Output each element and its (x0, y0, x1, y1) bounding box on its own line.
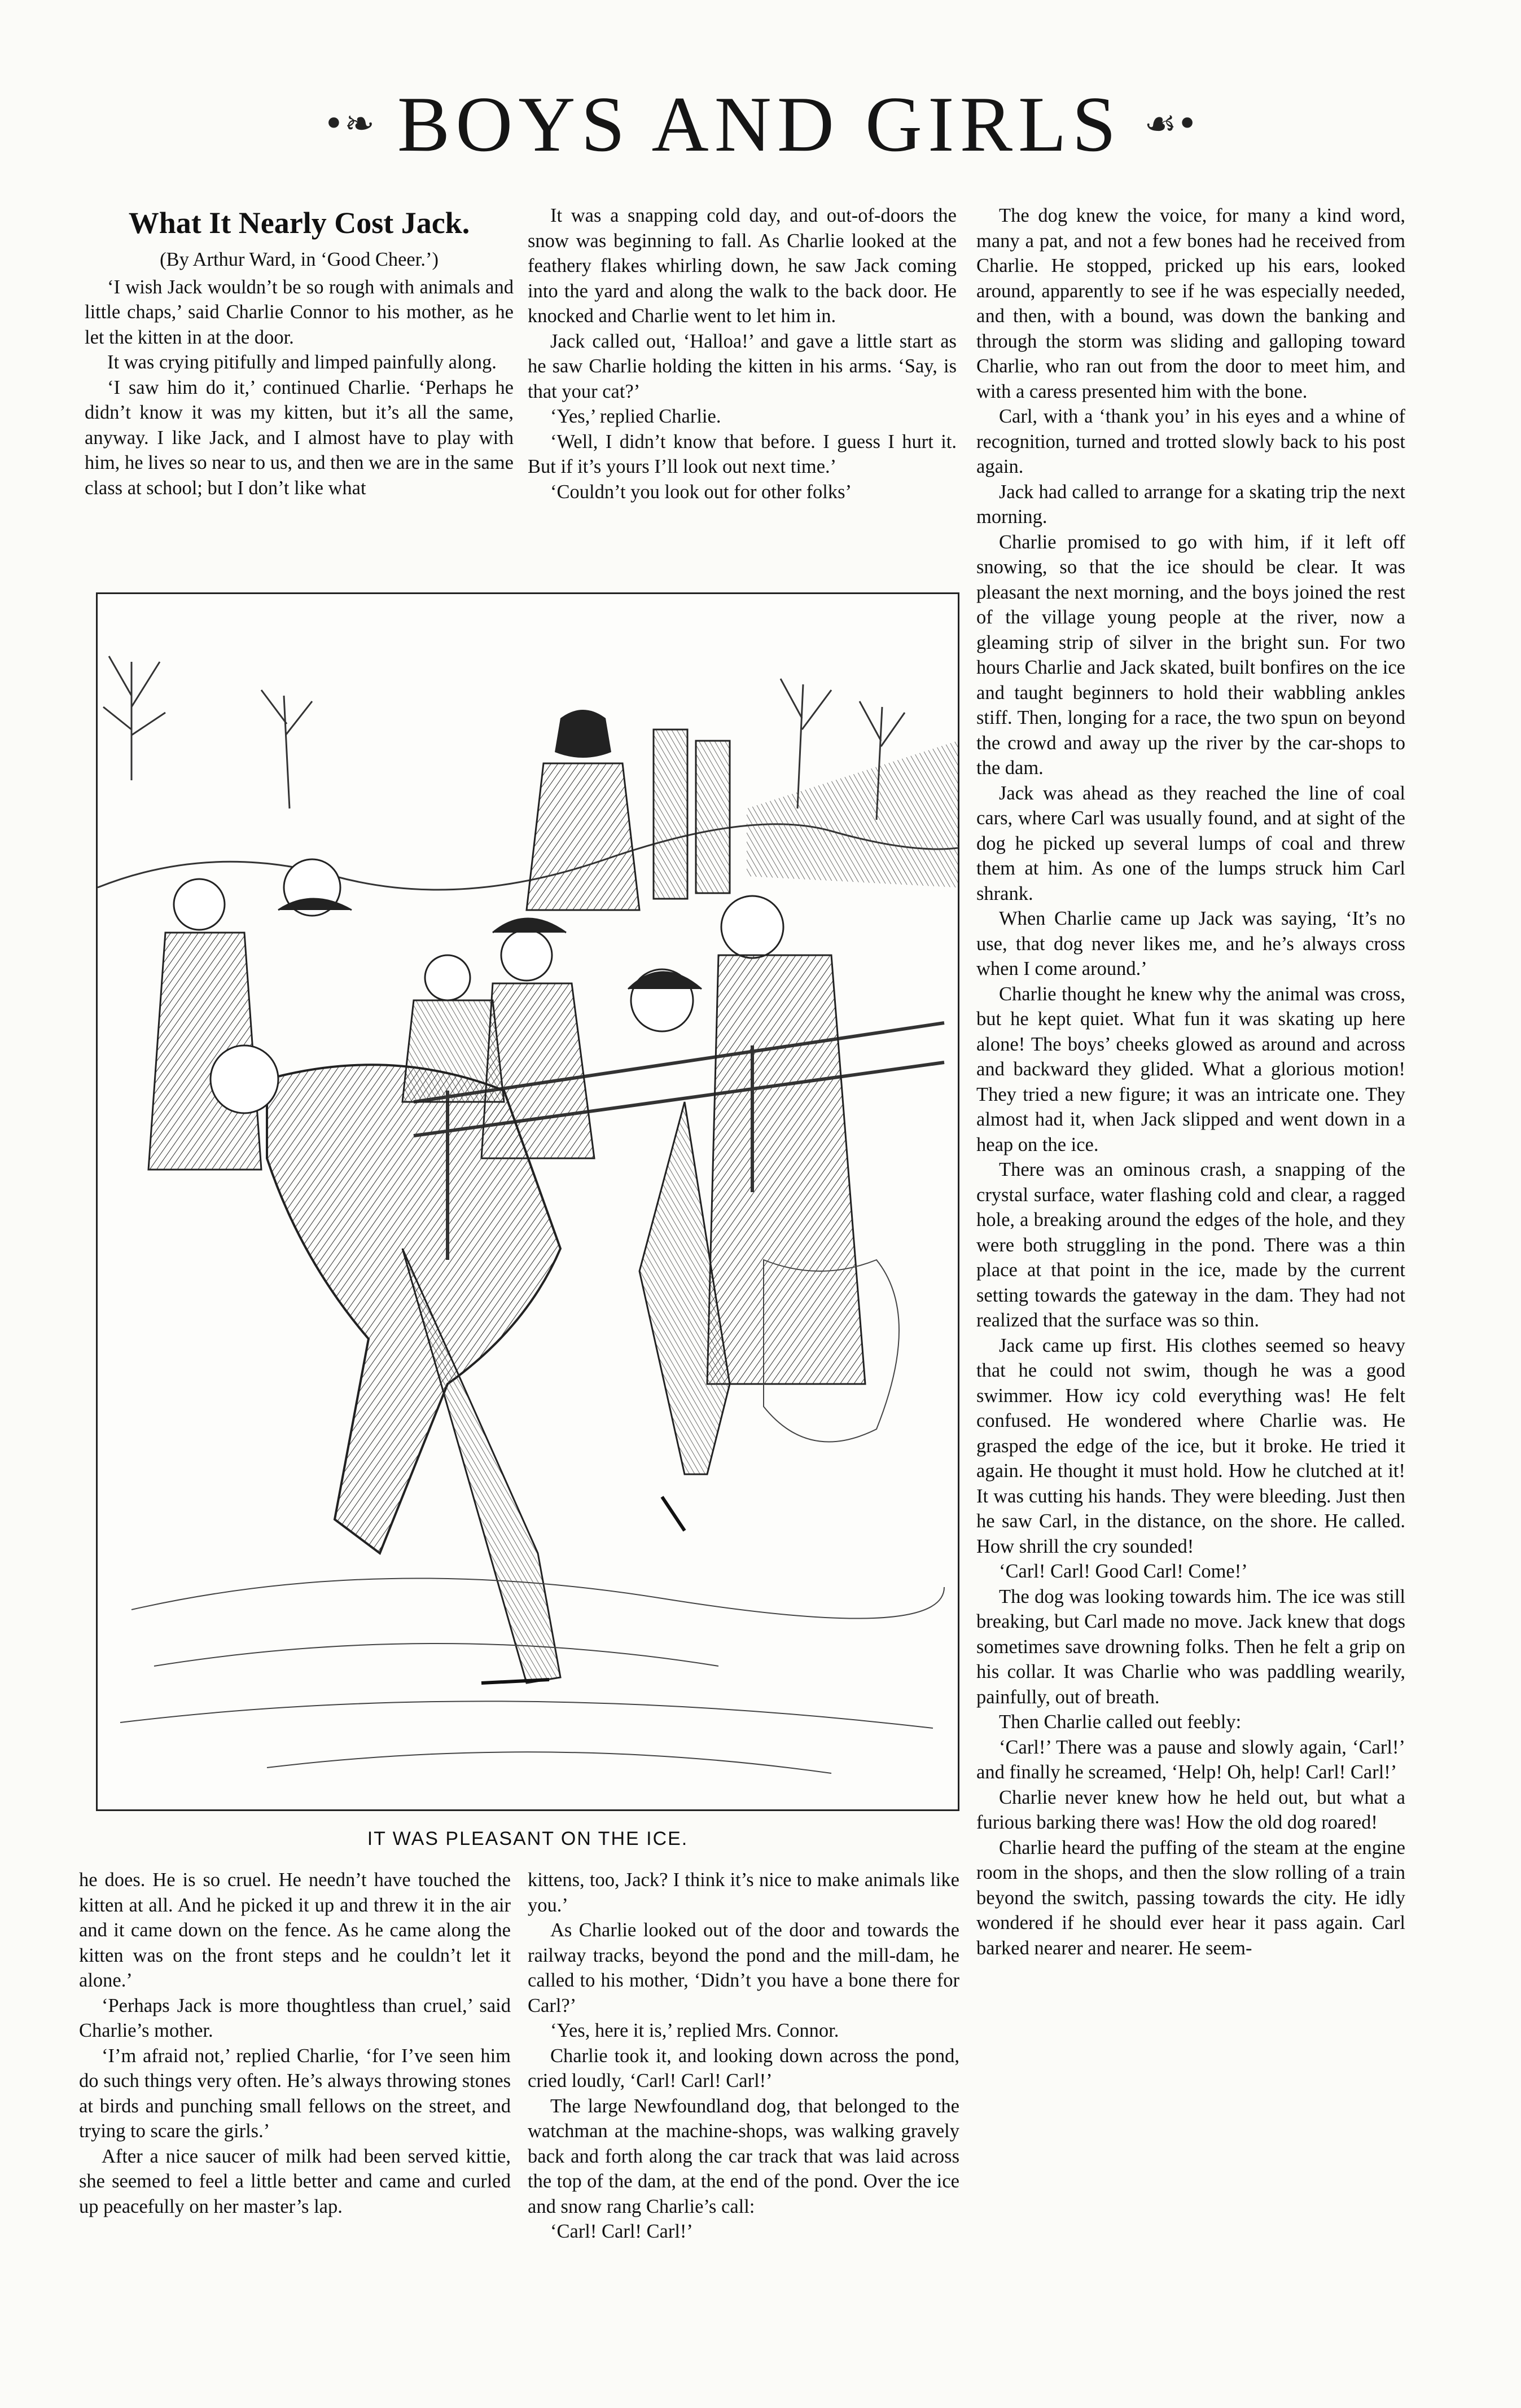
paragraph: Charlie never knew how he held out, but what a furious barking there was! How the old dog roared! (976, 1786, 1405, 1833)
paragraph: ‘Yes,’ replied Charlie. (550, 406, 721, 427)
section-title: BOYS AND GIRLS (397, 80, 1122, 168)
article-byline: (By Arthur Ward, in ‘Good Cheer.’) (160, 249, 439, 270)
ornament-right-icon: ☙• (1144, 103, 1198, 145)
paragraph: ‘Couldn’t you look out for other folks’ (550, 481, 852, 503)
paragraph: After a nice saucer of milk had been served kittie, she seemed to feel a little better and came and curled up peacefully on her master’s lap. (79, 2145, 511, 2217)
skating-scene-drawing (98, 594, 958, 1809)
paragraph: ‘Carl! Carl! Good Carl! Come!’ (999, 1561, 1248, 1582)
paragraph: The large Newfoundland dog, that belonged to the watchman at the machine-shops, was walking gravely back and forth along the car track that was laid across the top of the dam, at the end of the pond. Over the ice and snow rang Charlie’s call: (528, 2095, 959, 2217)
paragraph: When Charlie came up Jack was saying, ‘It’s no use, that dog never likes me, and he’s always cross when I come around.’ (976, 908, 1405, 979)
paragraph: ‘Well, I didn’t know that before. I guess I hurt it. But if it’s yours I’ll look out next time.’ (528, 430, 957, 477)
paragraph: It was crying pitifully and limped painfully along. (107, 351, 497, 373)
ornament-left-icon: •❧ (323, 103, 375, 145)
article-column-1-lower (79, 1867, 511, 2219)
article-column-2-lower (528, 1867, 959, 2244)
paragraph: Charlie took it, and looking down across the pond, cried loudly, ‘Carl! Carl! Carl!’ (528, 2045, 959, 2091)
paragraph: There was an ominous crash, a snapping of the crystal surface, water flashing cold and clear, a ragged hole, a breaking around the edges of the hole, and they were both struggling in the pond. There was a thin place at that point in the ice, made by the current setting towards the gateway in the dam. They had not realized that the surface was so thin. (976, 1159, 1405, 1331)
paragraph: The dog was looking towards him. The ice was still breaking, but Carl made no move. Jack knew that dogs sometimes save drowning folks. Then he felt a grip on his collar. It was Charlie who was paddling wearily, painfully, out of breath. (976, 1585, 1405, 1708)
paragraph: Jack called out, ‘Halloa!’ and gave a little start as he saw Charlie holding the kitten in his arms. ‘Say, is that your cat?’ (528, 330, 957, 402)
illustration-caption: IT WAS PLEASANT ON THE ICE. (367, 1828, 689, 1849)
paragraph: ‘Carl! Carl! Carl!’ (550, 2221, 693, 2242)
paragraph: It was a snapping cold day, and out-of-doors the snow was beginning to fall. As Charlie looked at the feathery flakes whirling down, he saw Jack coming into the yard and along the walk to the back door. He knocked and Charlie went to let him in. (528, 205, 957, 327)
paragraph: Then Charlie called out feebly: (999, 1711, 1242, 1733)
paragraph: The dog knew the voice, for many a kind word, many a pat, and not a few bones had he received from Charlie. He stopped, pricked up his ears, looked around, apparently to see if he was especially needed, and then, with a bound, was down the banking and through the storm was sliding and galloping toward Charlie, who ran out from the door to meet him, and with a caress presented him with the bone. (976, 205, 1405, 402)
paragraph: Carl, with a ‘thank you’ in his eyes and a whine of recognition, turned and trotted slowly back to his post again. (976, 406, 1405, 477)
article-column-3 (976, 203, 1405, 2324)
paragraph: kittens, too, Jack? I think it’s nice to make animals like you.’ (528, 1869, 959, 1916)
paragraph: Jack had called to arrange for a skating trip the next morning. (976, 481, 1405, 528)
skating-illustration (96, 592, 959, 1811)
paragraph: ‘Yes, here it is,’ replied Mrs. Connor. (550, 2020, 839, 2041)
paragraph: he does. He is so cruel. He needn’t have touched the kitten at all. And he picked it up and threw it in the air and it came down on the fence. As he came along the kitten was on the front steps and he couldn’t let it alone.’ (79, 1869, 511, 1991)
paragraph: ‘I wish Jack wouldn’t be so rough with animals and little chaps,’ said Charlie Connor to his mother, as he let the kitten in at the door. (85, 276, 514, 348)
article-column-2 (528, 203, 957, 504)
paragraph: Charlie promised to go with him, if it left off snowing, so that the ice should be clear. It was pleasant the next morning, and the boys joined the rest of the village young people at the river, now a gleaming strip of silver in the bright sun. For two hours Charlie and Jack skated, built bonfires on the ice and taught beginners to hold their wabbling ankles stiff. Then, longing for a race, the two spun on beyond the crowd and away up the river by the car-shops to the dam. (976, 531, 1405, 779)
paragraph: ‘Perhaps Jack is more thoughtless than cruel,’ said Charlie’s mother. (79, 1994, 511, 2041)
masthead (0, 68, 1521, 181)
paragraph: ‘I saw him do it,’ continued Charlie. ‘Perhaps he didn’t know it was my kitten, but it’s all the same, anyway. I like Jack, and I almost have to play with him, he lives so near to us, and then we are in the same class at school; but I don’t like what (85, 376, 514, 499)
paragraph: Jack came up first. His clothes seemed so heavy that he could not swim, though he was a good swimmer. How icy cold everything was! He felt confused. He wondered where Charlie was. He grasped the edge of the ice, but it broke. He tried it again. He thought it must hold. How he clutched at it! It was cutting his hands. They were bleeding. Just then he saw Carl, in the distance, on the shore. He called. How shrill the cry sounded! (976, 1334, 1405, 1557)
article-column-1 (85, 203, 514, 500)
paragraph: Charlie thought he knew why the animal was cross, but he kept quiet. What fun it was skating up here alone! The boys’ cheeks glowed as around and across and backward they glided. What a glorious motion! They tried a new figure; it was an intricate one. They almost had it, when Jack slipped and went down in a heap on the ice. (976, 983, 1405, 1155)
paragraph: Charlie heard the puffing of the steam at the engine room in the shops, and then the slow rolling of a train beyond the switch, passing towards the city. He idly wondered if he should ever hear it pass again. Carl barked nearer and nearer. He seem- (976, 1836, 1405, 1959)
paragraph: ‘I’m afraid not,’ replied Charlie, ‘for I’ve seen him do such things very often. He’s always throwing stones at birds and punching small fellows on the street, and trying to scare the girls.’ (79, 2045, 511, 2142)
paragraph: As Charlie looked out of the door and towards the railway tracks, beyond the pond and the mill-dam, he called to his mother, ‘Didn’t you have a bone there for Carl?’ (528, 1919, 959, 2016)
paragraph: ‘Carl!’ There was a pause and slowly again, ‘Carl!’ and finally he screamed, ‘Help! Oh, help! Carl! Carl!’ (976, 1736, 1405, 1783)
article-title: What It Nearly Cost Jack. (128, 206, 470, 240)
paragraph: Jack was ahead as they reached the line of coal cars, where Carl was usually found, and at sight of the dog he picked up several lumps of coal and threw them at him. As one of the lumps struck him Carl shrank. (976, 782, 1405, 904)
